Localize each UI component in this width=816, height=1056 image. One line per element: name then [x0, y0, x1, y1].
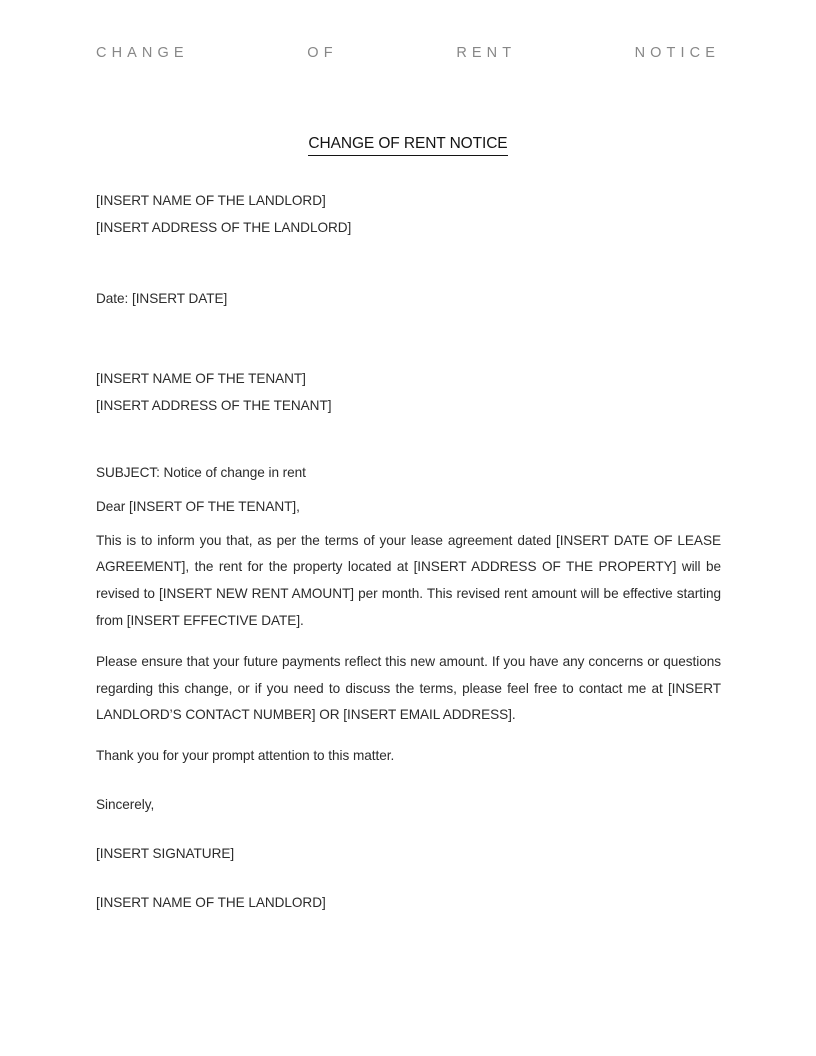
document-title-text: CHANGE OF RENT NOTICE: [308, 134, 507, 156]
spacer-after-paragraph-2: [96, 729, 721, 743]
body-paragraph-2: Please ensure that your future payments reflect this new amount. If you have any concerns or questions regarding this change, or if you need to discuss the terms, please feel free to contact me at [INSERT LANDLORD’S CONTACT NUMBER] OR [INSERT EMAIL ADDRESS].: [96, 653, 721, 723]
body-paragraph-1: This is to inform you that, as per the terms of your lease agreement dated [INSERT DATE OF LEASE AGREEMENT], the rent for the property located at [INSERT ADDRESS OF THE PROPERTY] will be revised to [INSERT NEW RENT AMOUNT] per month. This revised rent amount will be effective starting from [INSERT EFFECTIVE DATE].: [96, 532, 721, 628]
spacer-after-paragraph-3: [96, 770, 721, 792]
spacer-after-paragraph-1: [96, 635, 721, 649]
signer-name-line: [INSERT NAME OF THE LANDLORD]: [96, 894, 326, 910]
salutation-line: Dear [INSERT OF THE TENANT],: [96, 498, 300, 514]
closing-line: Sincerely,: [96, 796, 155, 812]
landlord-address-line: [INSERT ADDRESS OF THE LANDLORD]: [96, 219, 352, 235]
document-title: [96, 134, 720, 156]
spacer-after-salutation: [96, 521, 721, 528]
spacer-after-landlord: [96, 242, 721, 286]
landlord-name-line: [INSERT NAME OF THE LANDLORD]: [96, 193, 326, 208]
spacer-after-signature: [96, 868, 721, 890]
tenant-address-block: [96, 366, 721, 420]
tenant-address-line: [INSERT ADDRESS OF THE TENANT]: [96, 398, 332, 414]
spacer-after-subject: [96, 487, 721, 494]
spacer-after-tenant: [96, 420, 721, 460]
body-paragraph-3: Thank you for your prompt attention to this matter.: [96, 748, 395, 764]
tenant-name-line: [INSERT NAME OF THE TENANT]: [96, 371, 306, 387]
spacer-after-closing: [96, 819, 721, 841]
running-header: CHANGE OF RENT NOTICE: [96, 45, 720, 61]
subject-line: SUBJECT: Notice of change in rent: [96, 464, 306, 480]
landlord-address-block: [96, 188, 721, 242]
spacer-after-date: [96, 312, 721, 366]
document-body: [96, 188, 721, 916]
signature-placeholder: [INSERT SIGNATURE]: [96, 845, 235, 861]
date-line: Date: [INSERT DATE]: [96, 290, 228, 306]
